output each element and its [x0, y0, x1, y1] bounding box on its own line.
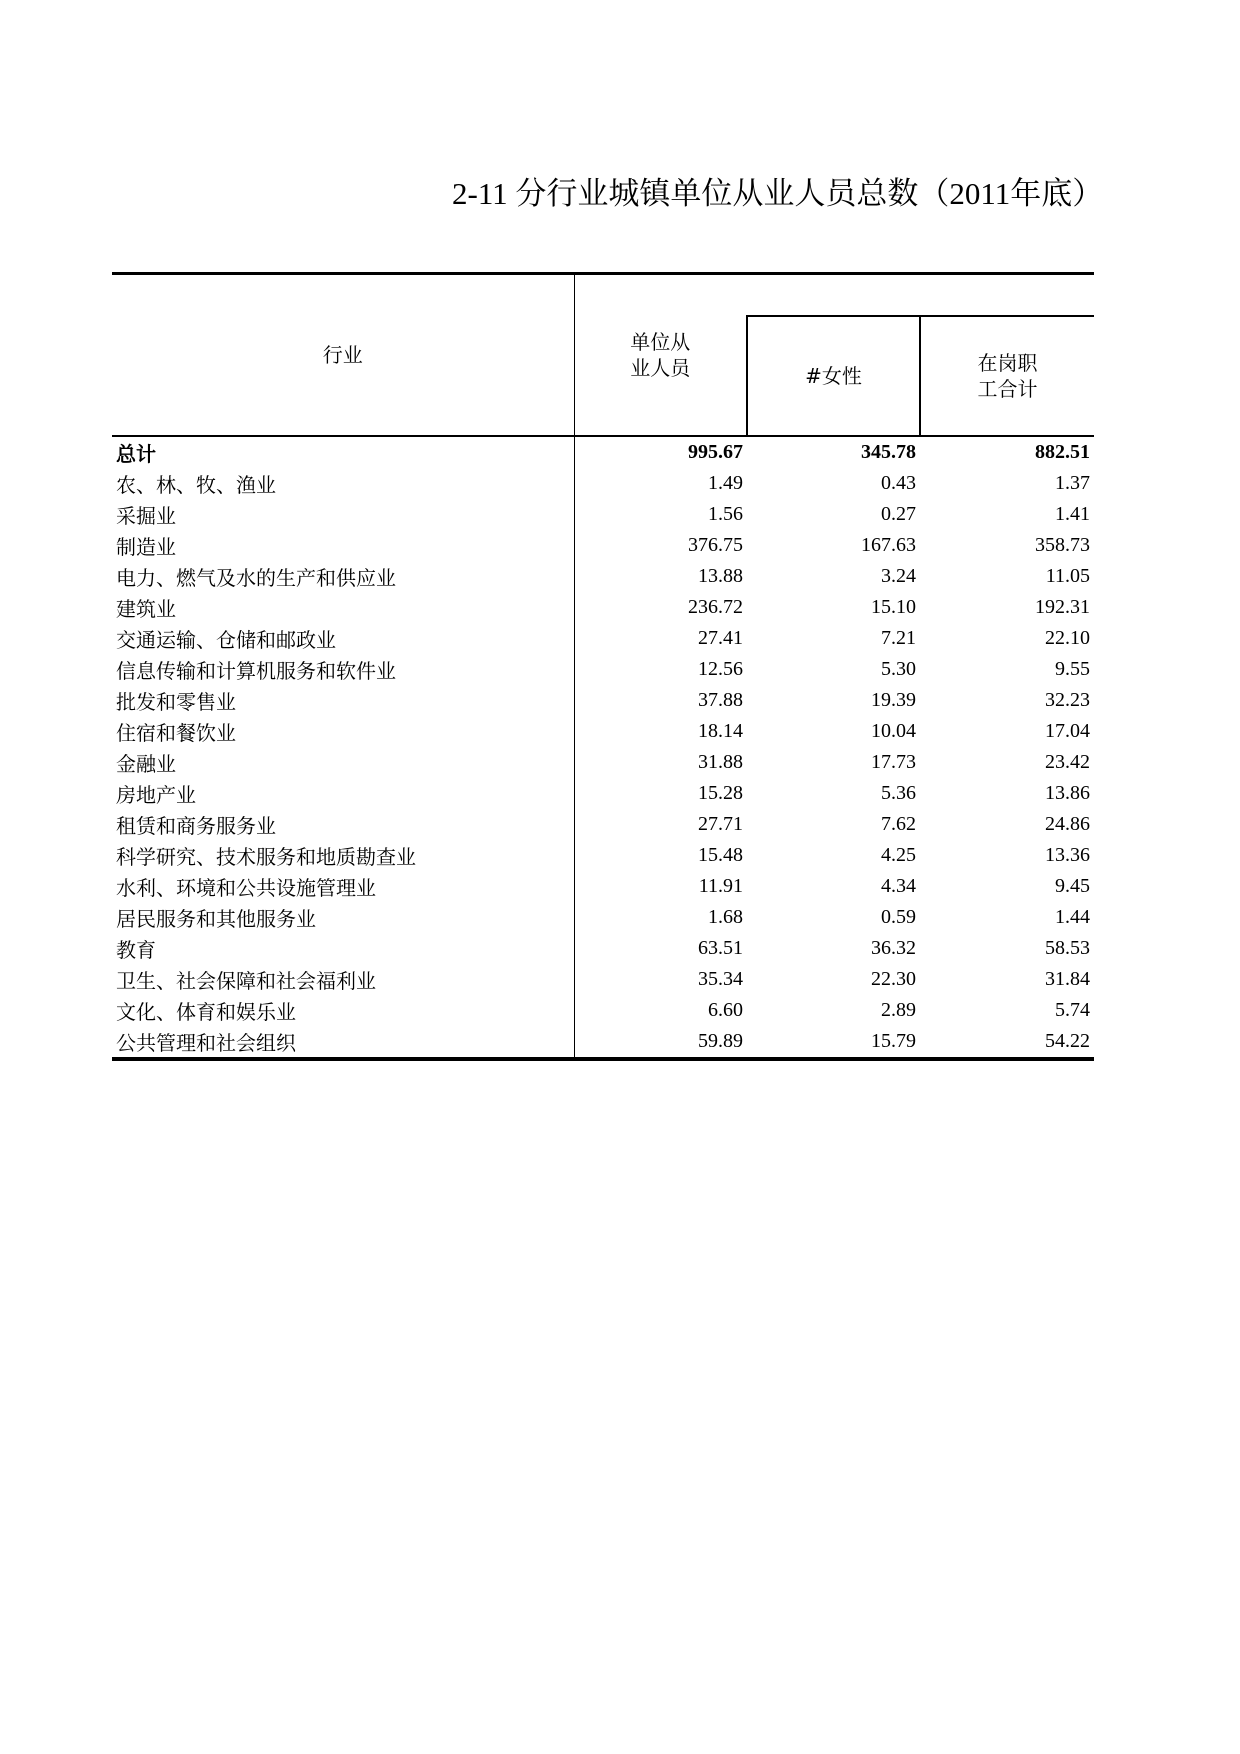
unit-employed-cell: 1.56: [574, 499, 747, 530]
table-row: [112, 592, 1094, 623]
female-cell: 0.27: [881, 503, 916, 525]
table-row: [112, 778, 1094, 809]
female-cell: 0.43: [881, 472, 916, 494]
industry-cell: 农、林、牧、渔业: [116, 473, 276, 497]
female-cell: 7.21: [881, 627, 916, 649]
header-unit-employed-line2: 业人员: [630, 356, 691, 380]
unit-employed-cell: 27.71: [574, 809, 747, 840]
unit-employed-cell: 63.51: [574, 933, 747, 964]
industry-cell: 科学研究、技术服务和地质勘查业: [116, 845, 416, 869]
unit-employed-cell: 1.49: [574, 468, 747, 499]
table-row: [112, 530, 1094, 561]
statistics-table: [112, 272, 1094, 1061]
industry-cell: 文化、体育和娱乐业: [116, 1000, 296, 1024]
unit-employed-cell: 11.91: [574, 871, 747, 902]
table-header: [112, 274, 1094, 437]
table-row: [112, 685, 1094, 716]
total-row: [112, 436, 1094, 468]
table-body: [112, 436, 1094, 1059]
header-on-post: [920, 316, 1094, 436]
unit-employed-cell: 995.67: [574, 436, 747, 468]
industry-cell: 教育: [116, 938, 156, 962]
female-cell: 19.39: [871, 689, 916, 711]
female-cell: 4.34: [881, 875, 916, 897]
unit-employed-cell: 6.60: [574, 995, 747, 1026]
header-on-post-line1: 在岗职: [977, 351, 1038, 375]
industry-cell: 信息传输和计算机服务和软件业: [116, 659, 396, 683]
header-industry: 行业: [112, 274, 574, 437]
industry-cell: 电力、燃气及水的生产和供应业: [116, 566, 396, 590]
on-post-cell: 192.31: [1035, 596, 1090, 618]
female-cell: 10.04: [871, 720, 916, 742]
table-row: [112, 840, 1094, 871]
female-cell: 7.62: [881, 813, 916, 835]
on-post-cell: 9.55: [1055, 658, 1090, 680]
table-row: [112, 933, 1094, 964]
industry-cell: 卫生、社会保障和社会福利业: [116, 969, 376, 993]
on-post-cell: 1.44: [1055, 906, 1090, 928]
industry-cell: 金融业: [116, 752, 176, 776]
on-post-cell: 882.51: [1035, 441, 1090, 463]
header-unit-employed: [574, 274, 747, 437]
on-post-cell: 32.23: [1045, 689, 1090, 711]
on-post-cell: 1.41: [1055, 503, 1090, 525]
industry-cell: 租赁和商务服务业: [116, 814, 276, 838]
on-post-cell: 358.73: [1035, 534, 1090, 556]
unit-employed-cell: 18.14: [574, 716, 747, 747]
unit-employed-cell: 27.41: [574, 623, 747, 654]
female-cell: 345.78: [861, 441, 916, 463]
industry-cell: 公共管理和社会组织: [112, 1026, 574, 1059]
industry-cell: 交通运输、仓储和邮政业: [116, 628, 336, 652]
table-row: [112, 654, 1094, 685]
table-row: [112, 468, 1094, 499]
on-post-cell: 13.86: [1045, 782, 1090, 804]
on-post-cell: 13.36: [1045, 844, 1090, 866]
on-post-cell: 31.84: [1045, 968, 1090, 990]
female-cell: 17.73: [871, 751, 916, 773]
industry-cell: 水利、环境和公共设施管理业: [116, 876, 376, 900]
industry-cell: 总计: [116, 442, 156, 466]
page-title: 2-11 分行业城镇单位从业人员总数（2011年底）: [452, 176, 1104, 211]
industry-cell: 建筑业: [116, 597, 176, 621]
industry-cell: 住宿和餐饮业: [116, 721, 236, 745]
unit-employed-cell: 15.48: [574, 840, 747, 871]
on-post-cell: 11.05: [1045, 565, 1090, 587]
on-post-cell: 58.53: [1045, 937, 1090, 959]
unit-employed-cell: 12.56: [574, 654, 747, 685]
on-post-cell: 24.86: [1045, 813, 1090, 835]
table-row: [112, 902, 1094, 933]
unit-employed-cell: 59.89: [574, 1026, 747, 1059]
table-row: [112, 964, 1094, 995]
header-female: #女性: [747, 316, 920, 436]
header-on-post-line2: 工合计: [977, 377, 1038, 401]
table-row: [112, 561, 1094, 592]
unit-employed-cell: 236.72: [574, 592, 747, 623]
on-post-cell: 54.22: [920, 1026, 1094, 1059]
female-cell: 2.89: [881, 999, 916, 1021]
table-row: [112, 1026, 1094, 1059]
female-cell: 22.30: [871, 968, 916, 990]
unit-employed-cell: 15.28: [574, 778, 747, 809]
table-row: [112, 716, 1094, 747]
on-post-cell: 22.10: [1045, 627, 1090, 649]
industry-cell: 居民服务和其他服务业: [116, 907, 316, 931]
female-cell: 15.79: [747, 1026, 920, 1059]
unit-employed-cell: 13.88: [574, 561, 747, 592]
female-cell: 167.63: [861, 534, 916, 556]
on-post-cell: 5.74: [1055, 999, 1090, 1021]
unit-employed-cell: 376.75: [574, 530, 747, 561]
female-cell: 5.36: [881, 782, 916, 804]
on-post-cell: 1.37: [1055, 472, 1090, 494]
industry-cell: 采掘业: [116, 504, 176, 528]
industry-cell: 房地产业: [116, 783, 196, 807]
table-row: [112, 499, 1094, 530]
on-post-cell: 17.04: [1045, 720, 1090, 742]
female-cell: 5.30: [881, 658, 916, 680]
table-row: [112, 995, 1094, 1026]
on-post-cell: 23.42: [1045, 751, 1090, 773]
table-row: [112, 747, 1094, 778]
female-cell: 4.25: [881, 844, 916, 866]
unit-employed-cell: 1.68: [574, 902, 747, 933]
on-post-cell: 9.45: [1055, 875, 1090, 897]
unit-employed-cell: 31.88: [574, 747, 747, 778]
industry-cell: 批发和零售业: [116, 690, 236, 714]
unit-employed-cell: 35.34: [574, 964, 747, 995]
table-row: [112, 871, 1094, 902]
industry-cell: 制造业: [116, 535, 176, 559]
female-cell: 0.59: [881, 906, 916, 928]
unit-employed-cell: 37.88: [574, 685, 747, 716]
female-cell: 15.10: [871, 596, 916, 618]
table-row: [112, 809, 1094, 840]
header-unit-employed-line1: 单位从: [630, 330, 691, 354]
female-cell: 3.24: [881, 565, 916, 587]
header-spacer: [747, 274, 1094, 317]
table-row: [112, 623, 1094, 654]
female-cell: 36.32: [871, 937, 916, 959]
